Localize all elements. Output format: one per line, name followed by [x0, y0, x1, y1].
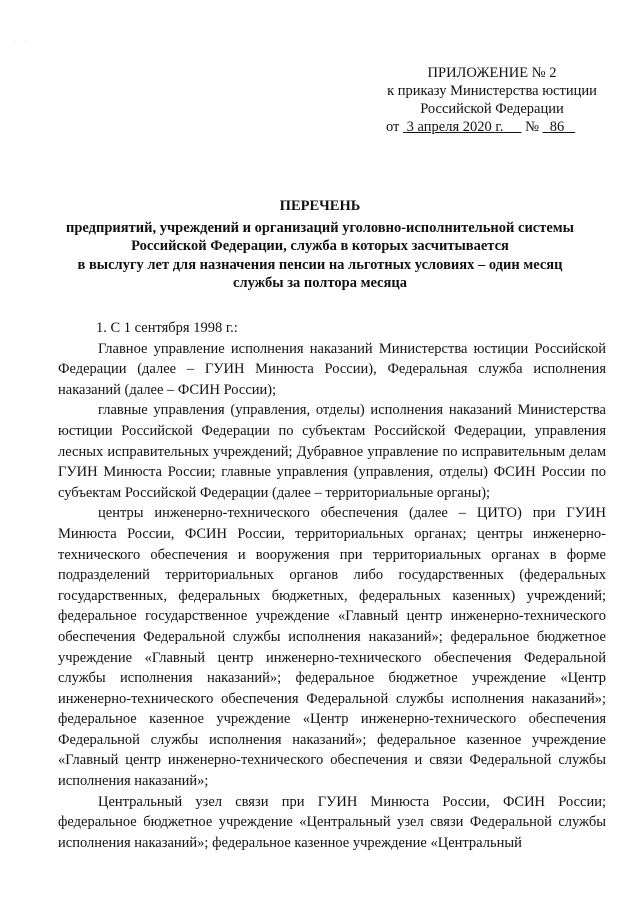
number-prefix: №	[525, 119, 539, 135]
paragraph: главные управления (управления, отделы) исполнения наказаний Министерства юстиции Российской Федерации по субъектам Российской Федерации, управления лесных исправительных учреждений; Дубравное управление по исправительным делам ГУИН Минюста России; главные управления (управления, отделы) ФСИН России по субъектам Российской Федерации (далее – территориальные органы);	[58, 402, 606, 501]
paragraph: центры инженерно-технического обеспечения (далее – ЦИТО) при ГУИН Минюста России, ФСИН России, территориальных органах; центры инженерно-технического обеспечения и вооружения при территориальных органах в форме подразделений территориальных органов либо государственных (федеральных государственных, федеральных бюджетных, федеральных казенных) учреждений; федеральное государственное учреждение «Главный центр инженерно-технического обеспечения Федеральной службы исполнения наказаний»; федеральное бюджетное учреждение «Главный центр инженерно-технического обеспечения Федеральной службы исполнения наказаний»; федеральное бюджетное учреждение «Центр инженерно-технического обеспечения Федеральной службы исполнения наказаний»; федеральное казенное учреждение «Центр инженерно-технического обеспечения Федеральной службы исполнения наказаний»; федеральное казенное учреждение «Главный центр инженерно-технического обеспечения и связи Федеральной службы исполнения наказаний»;	[58, 505, 606, 790]
ministry-line: Российской Федерации	[420, 101, 564, 117]
order-date: 3 апреля 2020 г.	[406, 119, 504, 135]
order-line: к приказу Министерства юстиции	[387, 83, 597, 99]
scan-specks: · ·	[14, 40, 32, 46]
attachment-title: ПРИЛОЖЕНИЕ № 2	[427, 65, 557, 81]
order-date-number	[372, 118, 612, 136]
attachment-block	[372, 64, 612, 136]
title-line-1: предприятий, учреждений и организаций уголовно-исполнительной системы	[66, 219, 574, 236]
date-prefix: от	[386, 119, 400, 135]
title-line-3: в выслугу лет для назначения пенсии на льготных условиях – один месяц	[77, 256, 563, 273]
paragraph: Центральный узел связи при ГУИН Минюста России, ФСИН России; федеральное бюджетное учреждение «Центральный узел связи Федеральной службы исполнения наказаний»; федеральное казенное учреждение «Центральный	[58, 793, 606, 851]
title-line-2: Российской Федерации, служба в которых засчитывается	[131, 238, 509, 254]
title-line-4: службы за полтора месяца	[233, 275, 407, 291]
paragraph: Главное управление исполнения наказаний Министерства юстиции Российской Федерации (далее – ГУИН Минюста России), Федеральная служба исполнения наказаний (далее – ФСИН России);	[58, 340, 606, 398]
document-title	[40, 197, 600, 293]
order-number: 86	[549, 119, 565, 135]
item-heading: 1. С 1 сентября 1998 г.:	[96, 320, 238, 336]
document-body	[58, 318, 606, 853]
title-word: ПЕРЕЧЕНЬ	[279, 198, 361, 214]
